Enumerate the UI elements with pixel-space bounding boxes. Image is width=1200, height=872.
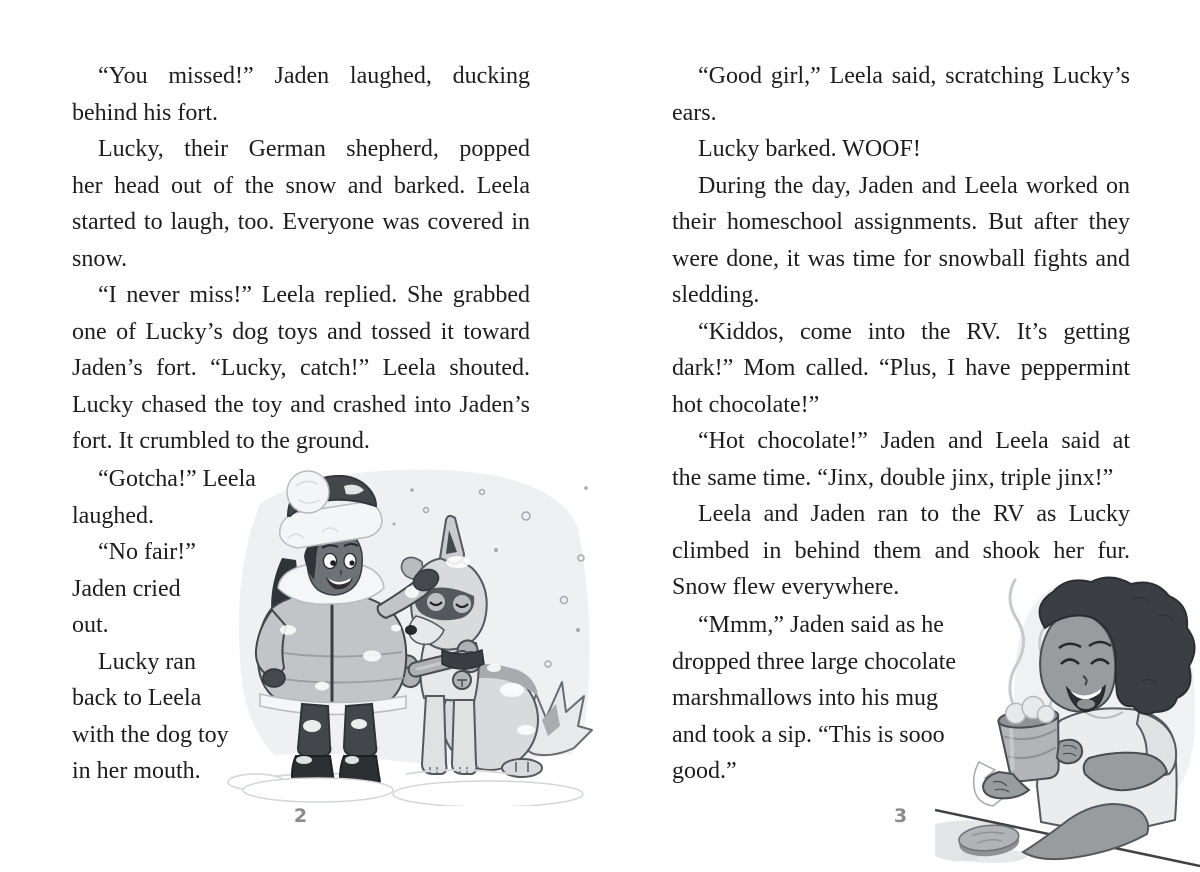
story-line: “Kiddos, come into the RV. It’s getting (698, 318, 1130, 345)
story-line: Jaden cried (72, 575, 181, 602)
story-line: the same time. “Jinx, double jinx, triple jinx!” (672, 464, 1114, 491)
story-line: hot chocolate!” (672, 391, 820, 418)
story-line: Lucky barked. WOOF! (698, 136, 921, 162)
story-line: climbed in behind them and shook her fur. (672, 537, 1130, 564)
story-line: “Gotcha!” Leela (98, 466, 256, 492)
story-line: “You missed!” Jaden laughed, ducking (98, 63, 530, 89)
story-text-right (672, 58, 1130, 606)
story-line: ears. (672, 99, 717, 126)
dog-front-leg (422, 696, 447, 774)
story-line: “Hot chocolate!” Jaden and Leela said at (698, 428, 1130, 454)
story-line: Leela and Jaden ran to the RV as Lucky (698, 501, 1130, 527)
story-line: Snow flew everywhere. (672, 574, 900, 600)
page-number: 2 (293, 805, 309, 827)
story-line: “Mmm,” Jaden said as he (698, 612, 944, 638)
story-text-left (72, 58, 530, 460)
story-line: one of Lucky’s dog toys and tossed it toward (72, 318, 530, 345)
story-line: started to laugh, too. Everyone was covered in (72, 209, 530, 235)
story-line: dark!” Mom called. “Plus, I have peppermint (672, 355, 1130, 381)
story-line: Lucky, their German shepherd, popped (98, 136, 530, 162)
story-line: and took a sip. “This is sooo (672, 721, 945, 748)
story-line: snow. (72, 245, 128, 272)
illustration-leela-petting-lucky (226, 458, 598, 806)
story-line: Lucky ran (98, 648, 196, 675)
story-line: Lucky chased the toy and crashed into Jaden’s (72, 391, 530, 418)
marshmallow (1037, 705, 1056, 724)
story-line: During the day, Jaden and Leela worked on (698, 172, 1130, 199)
girl-pants (344, 704, 376, 756)
story-line: laughed. (72, 502, 154, 529)
illustration-jaden-hot-chocolate (935, 572, 1200, 872)
story-line: “No fair!” (98, 539, 196, 565)
story-line: out. (72, 612, 109, 638)
story-line: “Good girl,” Leela said, scratching Lucky’s (698, 63, 1130, 89)
story-line: their homeschool assignments. But after they (672, 209, 1130, 235)
story-line: back to Leela (72, 685, 202, 711)
story-line: dropped three large chocolate (672, 648, 957, 675)
dog-nose (405, 625, 417, 635)
boy-hand-on-mug (1057, 740, 1082, 764)
story-line: behind his fort. (72, 99, 218, 126)
story-line: Jaden’s fort. “Lucky, catch!” Leela shouted. (72, 355, 530, 381)
story-line: sledding. (672, 282, 760, 308)
dog-front-leg (452, 700, 477, 774)
story-line: fort. It crumbled to the ground. (72, 428, 370, 454)
boy-jaden (974, 577, 1195, 829)
page-number: 3 (893, 805, 909, 827)
page-right (600, 0, 1200, 872)
story-line: were done, it was time for snowball fights and (672, 245, 1130, 272)
hat-pompom (287, 471, 329, 513)
story-line: with the dog toy (72, 721, 229, 748)
story-line: her head out of the snow and barked. Leela (72, 172, 530, 199)
story-line: good.” (672, 758, 737, 784)
story-line: in her mouth. (72, 758, 201, 784)
story-line: marshmallows into his mug (672, 685, 938, 711)
girl-mitten (263, 669, 285, 687)
story-line: “I never miss!” Leela replied. She grabbed (98, 282, 530, 308)
